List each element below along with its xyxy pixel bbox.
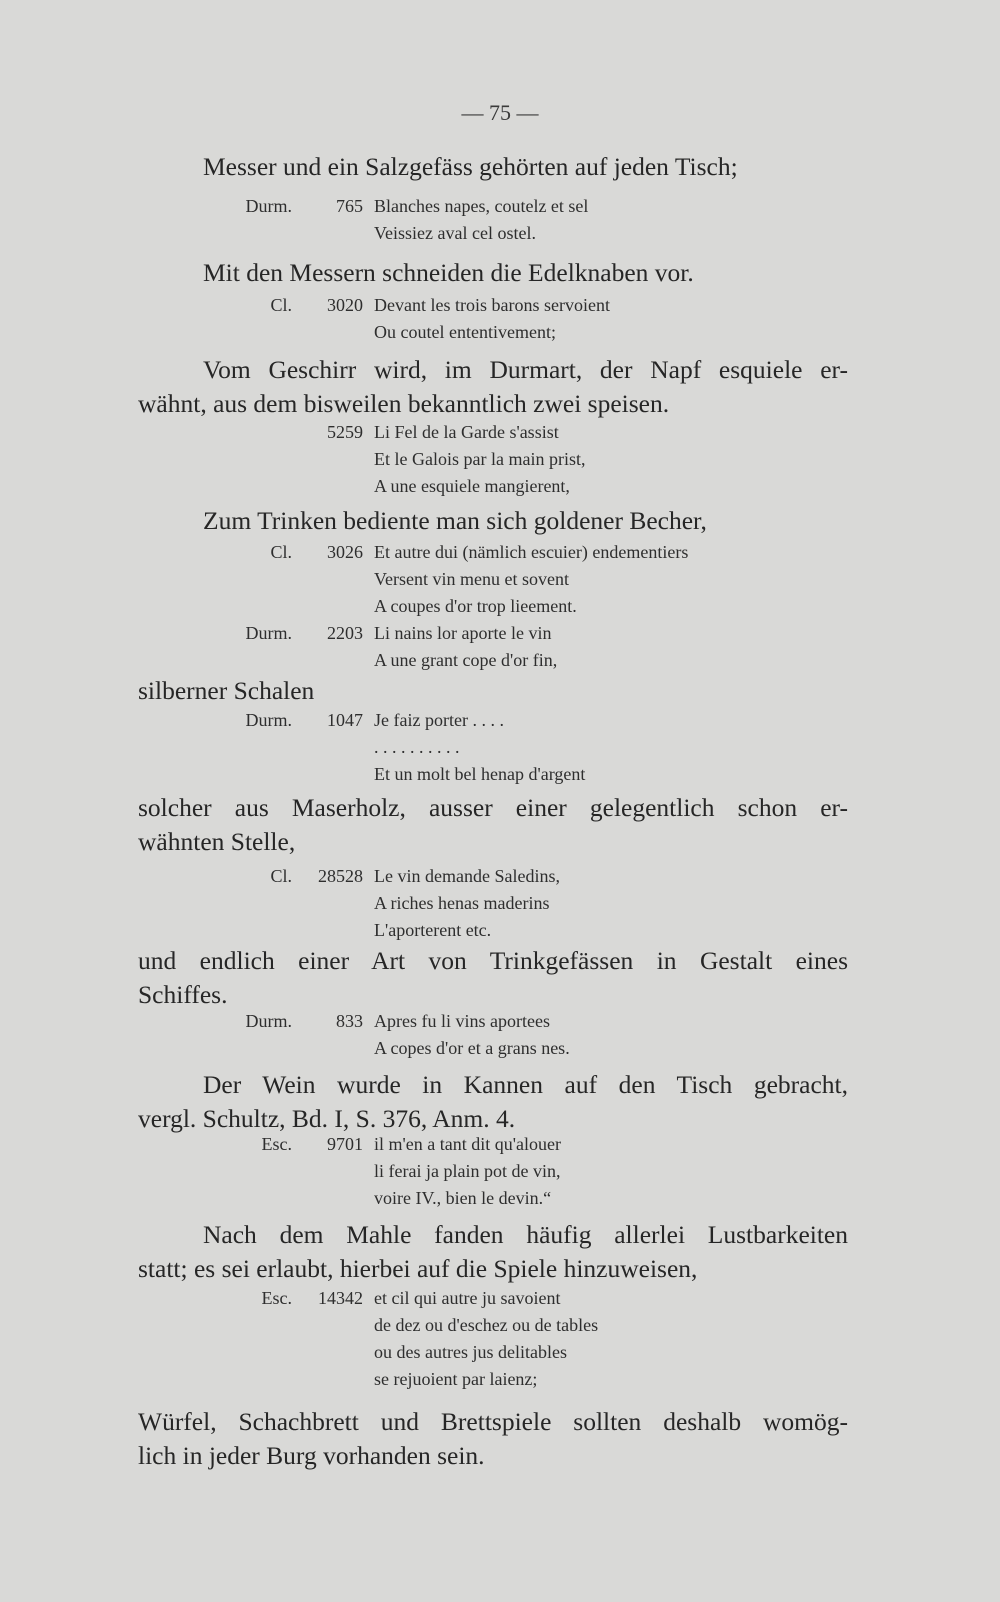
verse-number: [298, 734, 374, 761]
source-abbreviation: Cl.: [270, 295, 292, 315]
verse-number: 14342: [318, 1288, 363, 1308]
verse-line: [138, 917, 848, 944]
verse-number: [298, 593, 374, 620]
verse-number: 1047: [327, 710, 363, 730]
source-abbreviation: Durm.: [245, 623, 292, 643]
verse-text: et cil qui autre ju savoient: [374, 1288, 561, 1308]
paragraph: [138, 791, 848, 859]
verse-text: Li Fel de la Garde s'assist: [374, 422, 559, 442]
paragraph: [138, 1405, 848, 1473]
verse-line: [138, 1366, 848, 1393]
text-line: Der Wein wurde in Kannen auf den Tisch gebracht,: [203, 1070, 848, 1099]
verse-line: [138, 863, 848, 890]
verse-text: Apres fu li vins aportees: [374, 1011, 550, 1031]
verse-text: Versent vin menu et sovent: [374, 569, 569, 589]
verse-line: [138, 1339, 848, 1366]
verse-line: [138, 1285, 848, 1312]
verse-line: [138, 1035, 848, 1062]
verse-number: 9701: [327, 1134, 363, 1154]
verse-line: [138, 890, 848, 917]
verse-text: . . . . . . . . . .: [374, 737, 460, 757]
verse-text: se rejuoient par laienz;: [374, 1369, 538, 1389]
verse-text: Et le Galois par la main prist,: [374, 449, 586, 469]
verse-number: [298, 473, 374, 500]
verse-text: A riches henas maderins: [374, 893, 550, 913]
paragraph: [138, 1218, 848, 1286]
text-line: Würfel, Schachbrett und Brettspiele sollten deshalb womög-: [138, 1407, 848, 1436]
source-abbreviation: Esc.: [261, 1288, 292, 1308]
verse-text: L'aporterent etc.: [374, 920, 492, 940]
verse-line: [138, 473, 848, 500]
verse-text: Blanches napes, coutelz et sel: [374, 196, 589, 216]
text-line: lich in jeder Burg vorhanden sein.: [138, 1441, 485, 1470]
verse-text: Et autre dui (nämlich escuier) endementiers: [374, 542, 689, 562]
text-line: statt; es sei erlaubt, hierbei auf die Spiele hinzuweisen,: [138, 1254, 698, 1283]
text-line: wähnt, aus dem bisweilen bekanntlich zwei speisen.: [138, 389, 670, 418]
verse-number: [298, 1035, 374, 1062]
verse-line: [138, 620, 848, 647]
verse-quotation: [138, 1131, 848, 1212]
text-line: solcher aus Maserholz, ausser einer gelegentlich schon er-: [138, 793, 848, 822]
verse-text: A copes d'or et a grans nes.: [374, 1038, 570, 1058]
verse-line: [138, 1008, 848, 1035]
source-abbreviation: [138, 917, 298, 944]
text-line: Vom Geschirr wird, im Durmart, der Napf esquiele er-: [203, 355, 848, 384]
verse-quotation: [138, 707, 848, 788]
text-line: silberner Schalen: [138, 676, 315, 705]
source-abbreviation: Durm.: [245, 1011, 292, 1031]
verse-number: 3026: [327, 542, 363, 562]
verse-text: Le vin demande Saledins,: [374, 866, 560, 886]
source-abbreviation: [138, 319, 298, 346]
text-line: vergl. Schultz, Bd. I, S. 376, Anm. 4.: [138, 1104, 516, 1133]
verse-number: [298, 1366, 374, 1393]
verse-number: 28528: [318, 866, 363, 886]
verse-text: de dez ou d'eschez ou de tables: [374, 1315, 599, 1335]
paragraph: [138, 944, 848, 1012]
text-line: Nach dem Mahle fanden häufig allerlei Lustbarkeiten: [203, 1220, 848, 1249]
verse-number: [298, 917, 374, 944]
verse-text: Ou coutel ententivement;: [374, 322, 556, 342]
source-abbreviation: Durm.: [245, 710, 292, 730]
text-line: und endlich einer Art von Trinkgefässen in Gestalt eines: [138, 946, 848, 975]
verse-number: [298, 566, 374, 593]
paragraph: [138, 353, 848, 421]
source-abbreviation: [138, 890, 298, 917]
verse-quotation: [138, 539, 848, 674]
verse-number: 2203: [327, 623, 363, 643]
verse-text: A une grant cope d'or fin,: [374, 650, 558, 670]
verse-number: [298, 761, 374, 788]
source-abbreviation: [138, 1312, 298, 1339]
verse-line: [138, 647, 848, 674]
paragraph: [138, 504, 848, 538]
source-abbreviation: [138, 419, 298, 446]
source-abbreviation: Durm.: [245, 196, 292, 216]
verse-text: Veissiez aval cel ostel.: [374, 223, 536, 243]
verse-text: Je faiz porter . . . .: [374, 710, 504, 730]
verse-line: [138, 220, 848, 247]
source-abbreviation: [138, 473, 298, 500]
verse-number: 3020: [327, 295, 363, 315]
verse-quotation: [138, 1008, 848, 1062]
source-abbreviation: [138, 1366, 298, 1393]
page-number: — 75 —: [461, 100, 539, 125]
verse-quotation: [138, 419, 848, 500]
verse-text: Devant les trois barons servoient: [374, 295, 610, 315]
verse-number: [298, 1339, 374, 1366]
verse-line: [138, 707, 848, 734]
paragraph: [138, 1068, 848, 1136]
verse-number: [298, 220, 374, 247]
text-line: wähnten Stelle,: [138, 827, 296, 856]
verse-line: [138, 761, 848, 788]
paragraph: [138, 256, 848, 290]
verse-number: 833: [336, 1011, 363, 1031]
verse-number: [298, 890, 374, 917]
verse-number: [298, 1312, 374, 1339]
verse-text: A coupes d'or trop lieement.: [374, 596, 577, 616]
verse-line: [138, 446, 848, 473]
verse-line: [138, 593, 848, 620]
source-abbreviation: [138, 1185, 298, 1212]
source-abbreviation: [138, 593, 298, 620]
verse-text: Et un molt bel henap d'argent: [374, 764, 586, 784]
source-abbreviation: [138, 1158, 298, 1185]
verse-number: [298, 1158, 374, 1185]
text-line: Mit den Messern schneiden die Edelknaben vor.: [203, 258, 694, 287]
source-abbreviation: [138, 734, 298, 761]
verse-number: [298, 446, 374, 473]
verse-number: 765: [336, 196, 363, 216]
verse-number: 5259: [327, 422, 363, 442]
source-abbreviation: Cl.: [270, 542, 292, 562]
verse-number: [298, 319, 374, 346]
verse-line: [138, 419, 848, 446]
source-abbreviation: Esc.: [261, 1134, 292, 1154]
source-abbreviation: [138, 446, 298, 473]
source-abbreviation: Cl.: [270, 866, 292, 886]
source-abbreviation: [138, 220, 298, 247]
verse-text: voire IV., bien le devin.“: [374, 1188, 552, 1208]
verse-text: Li nains lor aporte le vin: [374, 623, 552, 643]
verse-line: [138, 193, 848, 220]
source-abbreviation: [138, 1339, 298, 1366]
text-line: Messer und ein Salzgefäss gehörten auf jeden Tisch;: [203, 152, 738, 181]
paragraph: [138, 150, 848, 184]
text-line: Schiffes.: [138, 980, 228, 1009]
source-abbreviation: [138, 647, 298, 674]
verse-quotation: [138, 863, 848, 944]
verse-line: [138, 566, 848, 593]
verse-quotation: [138, 292, 848, 346]
verse-quotation: [138, 193, 848, 247]
text-line: Zum Trinken bediente man sich goldener Becher,: [203, 506, 707, 535]
verse-text: il m'en a tant dit qu'alouer: [374, 1134, 561, 1154]
verse-text: li ferai ja plain pot de vin,: [374, 1161, 561, 1181]
verse-line: [138, 539, 848, 566]
paragraph: [138, 674, 848, 708]
verse-line: [138, 292, 848, 319]
source-abbreviation: [138, 761, 298, 788]
verse-line: [138, 1131, 848, 1158]
source-abbreviation: [138, 566, 298, 593]
verse-line: [138, 1312, 848, 1339]
verse-line: [138, 734, 848, 761]
verse-text: ou des autres jus delitables: [374, 1342, 567, 1362]
verse-number: [298, 647, 374, 674]
verse-number: [298, 1185, 374, 1212]
source-abbreviation: [138, 1035, 298, 1062]
verse-quotation: [138, 1285, 848, 1393]
verse-line: [138, 1185, 848, 1212]
verse-line: [138, 1158, 848, 1185]
verse-line: [138, 319, 848, 346]
verse-text: A une esquiele mangierent,: [374, 476, 570, 496]
